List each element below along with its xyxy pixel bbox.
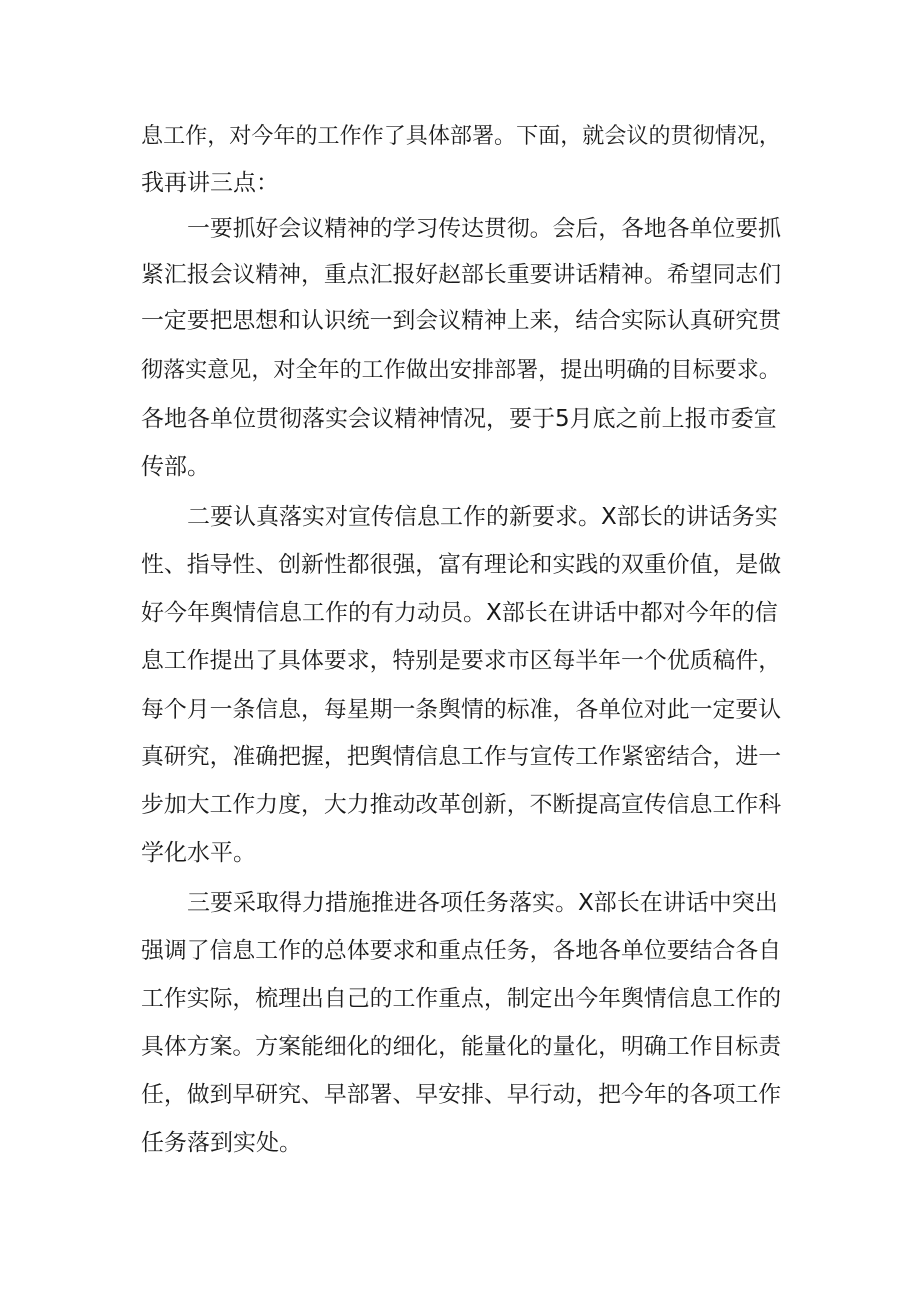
paragraph-3-start: 三要采取得力措施推进各项任务落实。X部长在讲话中突出 — [187, 890, 778, 916]
text-line: 性、指导性、创新性都很强，富有理论和实践的双重价值，是做 — [141, 552, 782, 578]
text-line: 一定要把思想和认识统一到会议精神上来，结合实际认真研究贯 — [141, 308, 782, 334]
text-line: 各地各单位贯彻落实会议精神情况，要于5月底之前上报市委宣 — [141, 406, 777, 432]
text-line: 传部。 — [141, 454, 210, 480]
text-line: 强调了信息工作的总体要求和重点任务，各地各单位要结合各自 — [141, 938, 782, 964]
text-line: 紧汇报会议精神，重点汇报好赵部长重要讲话精神。希望同志们 — [141, 262, 782, 288]
text-line: 彻落实意见，对全年的工作做出安排部署，提出明确的目标要求。 — [141, 358, 781, 383]
text-line: 真研究，准确把握，把舆情信息工作与宣传工作紧密结合，进一 — [141, 744, 782, 770]
text-line: 息工作，对今年的工作作了具体部署。下面，就会议的贯彻情况， — [141, 124, 781, 149]
text-line: 每个月一条信息，每星期一条舆情的标准，各单位对此一定要认 — [141, 697, 782, 723]
text-line: 任，做到早研究、早部署、早安排、早行动，把今年的各项工作 — [141, 1082, 782, 1108]
text-line: 工作实际，梳理出自己的工作重点，制定出今年舆情信息工作的 — [141, 986, 782, 1012]
paragraph-1-start: 一要抓好会议精神的学习传达贯彻。会后，各地各单位要抓 — [187, 216, 781, 242]
text-line: 我再讲三点： — [141, 170, 279, 196]
paragraph-2-start: 二要认真落实对宣传信息工作的新要求。X部长的讲话务实 — [187, 504, 778, 530]
text-line: 息工作提出了具体要求，特别是要求市区每半年一个优质稿件， — [141, 648, 782, 674]
text-line: 好今年舆情信息工作的有力动员。X部长在讲话中都对今年的信 — [141, 600, 778, 626]
text-line: 步加大工作力度，大力推动改革创新，不断提高宣传信息工作科 — [141, 792, 782, 818]
text-line: 学化水平。 — [141, 840, 256, 866]
text-line: 具体方案。方案能细化的细化，能量化的量化，明确工作目标责 — [141, 1034, 782, 1060]
text-line: 任务落到实处。 — [141, 1130, 302, 1156]
